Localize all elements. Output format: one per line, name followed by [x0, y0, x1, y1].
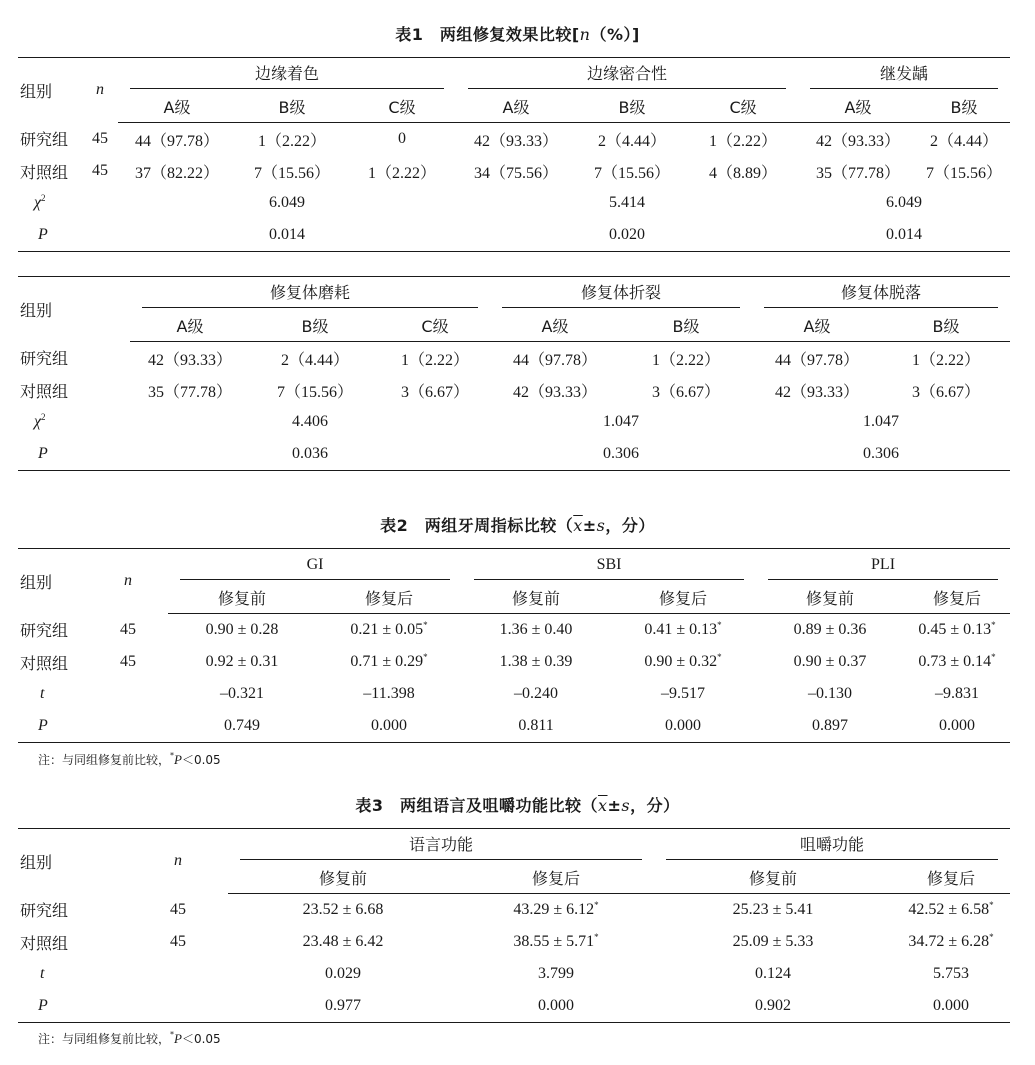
cell: 0.811	[518, 717, 554, 734]
cell: 25.09 ± 5.33	[732, 933, 814, 950]
table2-note: 注：与同组修复前比较，*P＜0.05	[38, 751, 221, 767]
cell: 44（97.78）	[512, 351, 597, 369]
subheader: 修复后	[610, 581, 756, 614]
cell: 0.124	[755, 965, 792, 982]
cell: 1（2.22）	[912, 351, 981, 369]
cell: 0.92 ± 0.31	[205, 653, 279, 670]
cell: 0.000	[933, 997, 970, 1014]
cell: 0.977	[325, 997, 361, 1014]
table1-part1	[18, 57, 1010, 252]
row-label: 研究组	[20, 621, 69, 641]
cell: 0.90 ± 0.37	[793, 653, 867, 670]
cell: –9.517	[661, 685, 706, 702]
subheader: B级	[576, 90, 688, 123]
cell: 44（97.78）	[775, 351, 860, 369]
cell: –9.831	[935, 685, 980, 702]
n-header: n	[174, 852, 182, 870]
cell: 0.029	[325, 965, 361, 982]
group-header: 组别	[20, 852, 53, 872]
p-label: P	[38, 717, 48, 734]
t-label: t	[40, 965, 45, 982]
group-header-fracture: 修复体折裂	[490, 277, 752, 309]
group-header-gi: GI	[168, 549, 462, 581]
table1-caption: 表1 两组修复效果比较[n（%）]	[395, 25, 640, 44]
cell: 1.38 ± 0.39	[499, 653, 573, 670]
table3-note: 注：与同组修复前比较，*P＜0.05	[38, 1030, 221, 1046]
cell: 7（15.56）	[594, 164, 671, 182]
cell: 0.306	[603, 445, 639, 462]
subheader: A级	[490, 309, 620, 342]
group-header-sbi: SBI	[462, 549, 756, 581]
cell: 35（77.78）	[816, 164, 901, 182]
cell: 42（93.33）	[147, 351, 232, 369]
stat-row-p	[18, 438, 1010, 470]
p-label: P	[38, 997, 48, 1014]
subheader: A级	[118, 90, 236, 123]
cell: 0.749	[224, 717, 260, 734]
p-label: P	[38, 445, 48, 462]
cell: 0.306	[863, 445, 900, 462]
cell: 7（15.56）	[276, 383, 353, 401]
cell: 1（2.22）	[400, 351, 469, 369]
stat-row-p	[18, 219, 1010, 251]
n-header: n	[124, 572, 132, 590]
cell: 42（93.33）	[775, 383, 860, 401]
subheader: B级	[918, 90, 1010, 123]
cell: 1（2.22）	[257, 132, 326, 150]
subheader: 修复前	[228, 861, 458, 894]
cell: 45	[120, 653, 136, 670]
subheader: 修复前	[654, 861, 892, 894]
cell: 1（2.22）	[652, 351, 721, 369]
cell: 44（97.78）	[134, 132, 219, 150]
table-row	[18, 342, 1010, 375]
subheader: 修复前	[756, 581, 904, 614]
cell: 4.406	[292, 413, 328, 430]
cell: 3（6.67）	[912, 383, 981, 401]
row-label: 研究组	[20, 901, 69, 921]
subheader: A级	[798, 90, 918, 123]
n-header: n	[96, 81, 104, 99]
table-row	[18, 614, 1010, 647]
cell: 42（93.33）	[474, 132, 559, 150]
table2	[18, 548, 1010, 743]
table2-caption: 表2 两组牙周指标比较（$\overline{x}\pm s$，分）	[380, 516, 655, 535]
row-label: 对照组	[20, 381, 69, 401]
cell: 5.414	[609, 194, 646, 211]
stat-row-t	[18, 678, 1010, 710]
table1-part2	[18, 276, 1010, 471]
cell: 0.90 ± 0.28	[205, 621, 279, 638]
cell: 0.90 ± 0.32*	[644, 652, 722, 670]
cell: 0.000	[538, 997, 574, 1014]
group-header-wear: 修复体磨耗	[130, 277, 490, 309]
cell: 45	[170, 933, 186, 950]
subheader: 修复前	[462, 581, 610, 614]
stat-row-p	[18, 710, 1010, 742]
group-header-pli: PLI	[756, 549, 1010, 581]
stat-row-t	[18, 958, 1010, 990]
cell: 35（77.78）	[147, 383, 232, 401]
group-header: 组别	[20, 300, 53, 320]
cell: 5.753	[933, 965, 970, 982]
subheader: C级	[688, 90, 798, 123]
cell: 4（8.89）	[709, 164, 778, 182]
cell: 45	[92, 129, 108, 147]
cell: 23.52 ± 6.68	[302, 901, 384, 918]
cell: 38.55 ± 5.71*	[513, 932, 599, 950]
subheader: B级	[236, 90, 348, 123]
subheader: B级	[620, 309, 752, 342]
subheader: 修复前	[168, 581, 316, 614]
subheader: C级	[380, 309, 490, 342]
cell: 25.23 ± 5.41	[732, 901, 814, 918]
chi-label: $\chi^2$	[34, 193, 46, 211]
subheader: 修复后	[892, 861, 1010, 894]
cell: 2（4.44）	[280, 351, 349, 369]
cell: 0.897	[812, 717, 849, 734]
cell: 42（93.33）	[512, 383, 597, 401]
cell: 37（82.22）	[134, 164, 219, 182]
row-label: 对照组	[20, 653, 69, 673]
chi-label: $\chi^2$	[34, 412, 46, 430]
cell: 34（75.56）	[474, 164, 559, 182]
cell: 7（15.56）	[926, 164, 1003, 182]
subheader: A级	[130, 309, 250, 342]
cell: 3（6.67）	[652, 383, 721, 401]
cell: –0.130	[808, 685, 853, 702]
cell: 6.049	[886, 194, 923, 211]
cell: 0	[398, 130, 407, 147]
subheader: 修复后	[904, 581, 1010, 614]
cell: 0.000	[939, 717, 976, 734]
cell: 23.48 ± 6.42	[302, 933, 384, 950]
cell: 1（2.22）	[368, 164, 437, 182]
subheader: B级	[250, 309, 380, 342]
cell: 0.41 ± 0.13*	[644, 620, 722, 638]
cell: 34.72 ± 6.28*	[908, 932, 994, 950]
group-header: 组别	[20, 81, 53, 101]
cell: 0.21 ± 0.05*	[350, 620, 428, 638]
cell: 1.36 ± 0.40	[499, 621, 573, 638]
cell: 42（93.33）	[816, 132, 901, 150]
stat-row-chi	[18, 187, 1010, 219]
cell: 7（15.56）	[253, 164, 330, 182]
table-row	[18, 646, 1010, 678]
stat-row-chi	[18, 406, 1010, 438]
cell: 0.036	[292, 445, 328, 462]
table3	[18, 828, 1010, 1023]
cell: 45	[120, 620, 136, 638]
group-header-secondary-caries: 继发龋	[798, 58, 1010, 90]
row-label: 研究组	[20, 130, 69, 150]
subheader: B级	[882, 309, 1010, 342]
cell: 1.047	[603, 413, 639, 430]
row-label: 对照组	[20, 162, 69, 182]
cell: 43.29 ± 6.12*	[513, 900, 599, 918]
subheader: A级	[456, 90, 576, 123]
group-header-dislodgement: 修复体脱落	[752, 277, 1010, 309]
cell: 0.014	[886, 226, 923, 243]
cell: 0.000	[665, 717, 702, 734]
cell: 0.73 ± 0.14*	[918, 652, 996, 670]
cell: 2（4.44）	[598, 132, 667, 150]
cell: 0.020	[609, 226, 646, 243]
cell: 1.047	[863, 413, 900, 430]
cell: –0.321	[220, 685, 264, 702]
cell: –11.398	[363, 685, 415, 702]
group-header-chewing: 咀嚼功能	[654, 829, 1010, 861]
cell: 45	[92, 162, 108, 179]
cell: 42.52 ± 6.58*	[908, 900, 994, 918]
subheader: C级	[348, 90, 456, 123]
cell: 45	[170, 900, 186, 918]
table-row	[18, 894, 1010, 927]
cell: 1（2.22）	[709, 132, 778, 150]
group-header-speech: 语言功能	[228, 829, 654, 861]
group-header-edge-staining: 边缘着色	[118, 58, 456, 90]
cell: 6.049	[269, 194, 306, 211]
row-label: 研究组	[20, 349, 69, 369]
cell: 3.799	[538, 965, 574, 982]
cell: 2（4.44）	[930, 132, 999, 150]
table-row	[18, 926, 1010, 958]
table-row	[18, 123, 1010, 156]
t-label: t	[40, 685, 45, 702]
group-header-marginal-fit: 边缘密合性	[456, 58, 798, 90]
cell: 0.89 ± 0.36	[793, 621, 867, 638]
cell: –0.240	[514, 685, 559, 702]
row-label: 对照组	[20, 933, 69, 953]
cell: 0.014	[269, 226, 306, 243]
stat-row-p	[18, 990, 1010, 1022]
table-row	[18, 155, 1010, 187]
subheader: 修复后	[458, 861, 654, 894]
subheader: 修复后	[316, 581, 462, 614]
table3-caption: 表3 两组语言及咀嚼功能比较（$\overline{x}\pm s$，分）	[355, 796, 680, 815]
cell: 0.45 ± 0.13*	[918, 620, 996, 638]
cell: 0.902	[755, 997, 792, 1014]
subheader: A级	[752, 309, 882, 342]
cell: 0.71 ± 0.29*	[350, 652, 428, 670]
cell: 3（6.67）	[400, 383, 469, 401]
cell: 0.000	[371, 717, 407, 734]
p-label: P	[38, 226, 48, 243]
table-row	[18, 374, 1010, 406]
group-header: 组别	[20, 572, 53, 592]
